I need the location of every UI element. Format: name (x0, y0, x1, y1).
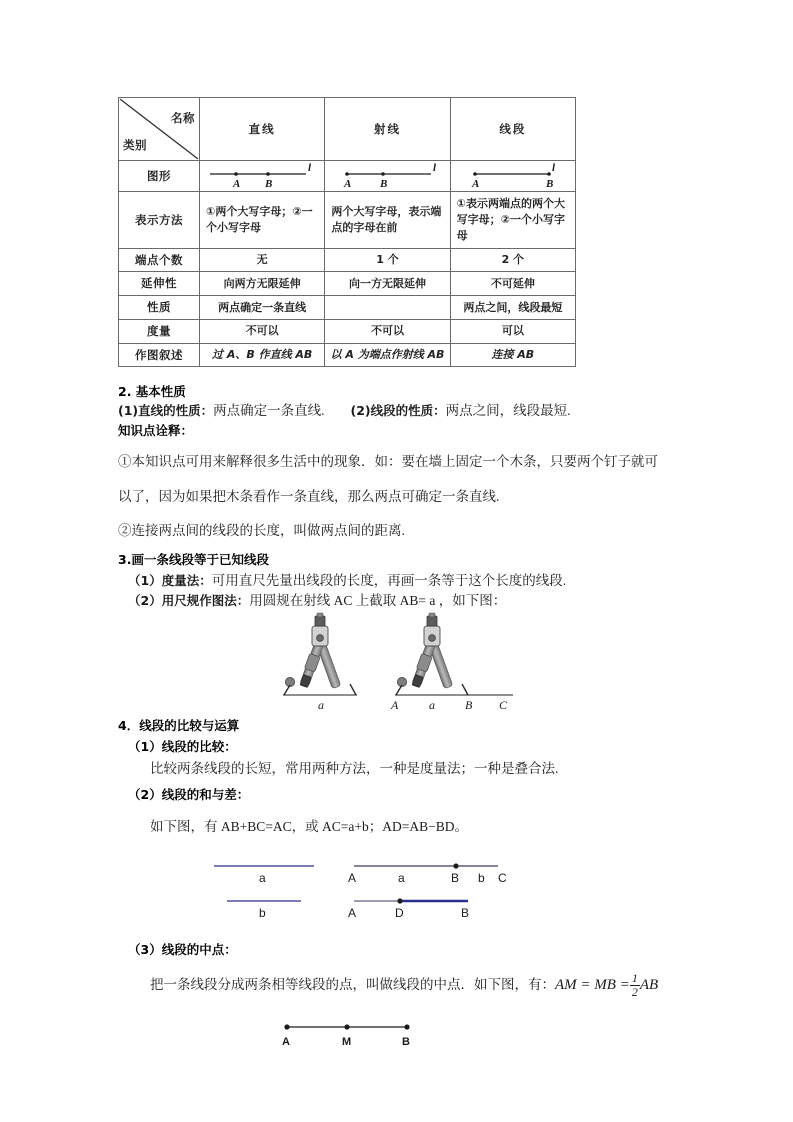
table-row-property (119, 296, 576, 320)
section-2-properties-line (118, 401, 683, 421)
measure-method-label: （1）度量法： (128, 573, 212, 588)
midpoint-figure (275, 1015, 435, 1055)
section-4-item-2-label: （2）线段的和与差： (128, 787, 250, 802)
segment-figures (200, 855, 560, 933)
row-label-measurable: 度量 (119, 319, 200, 343)
adb-label-D: D (395, 906, 404, 920)
midpoint-formula-lhs: AM = MB = (555, 977, 630, 993)
compass-method-text: 用圆规在射线 AC 上截取 AB= a ，如下图： (249, 593, 507, 608)
svg-text:B: B (380, 178, 388, 190)
property-line: 两点确定一条直线 (200, 296, 325, 320)
table-column-header-line: 直线 (200, 98, 325, 161)
knowledge-note-2: ②连接两点间的线段的长度，叫做两点间的距离. (118, 523, 405, 538)
compass-right-label-B: B (465, 698, 473, 712)
section-3-item-2 (118, 591, 683, 611)
line-ray-segment-table (118, 97, 576, 367)
figure-cell-ray (325, 161, 450, 192)
compass-method-label: （2）用尺规作图法： (128, 593, 250, 608)
section-4-item-1-label: （1）线段的比较： (128, 739, 237, 754)
figure-cell-line (200, 161, 325, 192)
abc-label-C: C (498, 871, 507, 885)
line-property-text: 两点确定一条直线. (213, 403, 325, 418)
row-label-extension: 延伸性 (119, 272, 200, 296)
compass-left-label-a: a (318, 698, 324, 712)
mid-label-M: M (342, 1036, 352, 1048)
table-row-endpoints (119, 248, 576, 272)
construction-line: 过 A、B 作直线 AB (200, 343, 325, 367)
compass-right-icon (390, 613, 513, 712)
table-row-figures (119, 161, 576, 192)
endpoints-segment: 2 个 (450, 248, 575, 272)
svg-text:A: A (344, 178, 352, 190)
segment-property-label: (2)线段的性质： (350, 403, 446, 418)
svg-text:l: l (433, 162, 437, 174)
table-column-header-segment: 线段 (450, 98, 575, 161)
extension-segment: 不可延伸 (450, 272, 575, 296)
ray-diagram-icon (327, 161, 447, 191)
segment-diagram-icon (453, 161, 573, 191)
table-header-row (119, 98, 576, 161)
compass-diagram-group (265, 612, 545, 722)
mid-label-A: A (282, 1036, 290, 1048)
knowledge-note-heading: 知识点诠释： (118, 423, 194, 438)
segment-b-icon (227, 901, 301, 920)
knowledge-note-1-line-1: ①本知识点可用来解释很多生活中的现象．如：要在墙上固定一个木条，只要两个钉子就可 (118, 454, 658, 469)
svg-text:l: l (308, 162, 312, 174)
corner-name-label: 名称 (171, 111, 195, 125)
corner-category-label: 类别 (123, 138, 147, 153)
measurable-segment: 可以 (450, 319, 575, 343)
figure-cell-segment (450, 161, 575, 192)
table-column-header-ray: 射线 (325, 98, 450, 161)
measurable-ray: 不可以 (325, 319, 450, 343)
adb-label-B: B (461, 906, 470, 920)
extension-ray: 向一方无限延伸 (325, 272, 450, 296)
svg-text:B: B (265, 178, 273, 190)
abc-label-B: B (451, 871, 460, 885)
adb-label-A: A (348, 906, 357, 920)
table-corner-cell (119, 98, 200, 161)
segment-abc-icon (348, 863, 507, 885)
line-property-label: (1)直线的性质： (118, 403, 214, 418)
row-label-property: 性质 (119, 296, 200, 320)
svg-text:B: B (545, 178, 554, 190)
segment-a-label: a (259, 871, 266, 885)
comparison-table-wrapper (118, 97, 576, 367)
section-3-heading: 3.画一条线段等于已知线段 (118, 552, 269, 567)
table-row-representation (119, 192, 576, 249)
representation-segment: ①表示两端点的两个大写字母；②一个小写字母 (450, 192, 575, 249)
midpoint-formula-fraction (630, 972, 640, 998)
mid-label-B: B (402, 1036, 410, 1048)
segment-b-label: b (259, 906, 266, 920)
line-diagram-icon (202, 161, 322, 191)
construction-ray: 以 A 为端点作射线 AB (325, 343, 450, 367)
midpoint-definition-text: 把一条线段分成两条相等线段的点，叫做线段的中点．如下图，有： (150, 977, 555, 992)
table-row-measurable (119, 319, 576, 343)
svg-text:l: l (551, 162, 555, 174)
representation-line: ①两个大写字母；②一个小写字母 (200, 192, 325, 249)
section-4-item-3-body (118, 972, 683, 998)
segment-diagram-group (200, 855, 560, 933)
compass-right-label-a: a (429, 698, 435, 712)
row-label-representation: 表示方法 (119, 192, 200, 249)
property-ray (325, 296, 450, 320)
section-4-item-3-label: （3）线段的中点： (128, 942, 237, 957)
abc-label-A: A (348, 871, 357, 885)
property-segment: 两点之间，线段最短 (450, 296, 575, 320)
row-label-figure: 图形 (119, 161, 200, 192)
table-row-extension (119, 272, 576, 296)
representation-ray: 两个大写字母，表示端点的字母在前 (325, 192, 450, 249)
segment-adb-icon (348, 898, 469, 920)
endpoints-line: 无 (200, 248, 325, 272)
midpoint-formula-rhs: AB (639, 977, 659, 993)
construction-segment: 连接 AB (450, 343, 575, 367)
section-4-heading: 4．线段的比较与运算 (118, 718, 240, 733)
abc-label-a: a (398, 871, 405, 885)
compass-left-icon (283, 613, 357, 712)
midpoint-diagram-icon (275, 1015, 435, 1055)
table-row-construction (119, 343, 576, 367)
row-label-endpoints: 端点个数 (119, 248, 200, 272)
fraction-numerator: 1 (631, 971, 638, 985)
section-2-heading: 2. 基本性质 (118, 384, 186, 399)
measure-method-text: 可用直尺先量出线段的长度，再画一条等于这个长度的线段. (211, 573, 567, 588)
compass-figures (265, 612, 545, 722)
section-4-item-2-body: 如下图，有 AB+BC=AC，或 AC=a+b；AD=AB−BD。 (150, 819, 468, 834)
svg-text:A: A (471, 178, 480, 190)
measurable-line: 不可以 (200, 319, 325, 343)
knowledge-note-1-line-2: 以了，因为如果把木条看作一条直线，那么两点可确定一条直线. (118, 489, 500, 504)
segment-property-text: 两点之间，线段最短. (445, 403, 571, 418)
compass-right-label-C: C (499, 698, 508, 712)
segment-a-icon (214, 866, 314, 885)
compass-right-label-A: A (391, 698, 399, 712)
endpoints-ray: 1 个 (325, 248, 450, 272)
extension-line: 向两方无限延伸 (200, 272, 325, 296)
abc-label-b: b (478, 871, 485, 885)
row-label-construction: 作图叙述 (119, 343, 200, 367)
section-3-item-1 (118, 571, 683, 591)
section-4-item-1-body: 比较两条线段的长短，常用两种方法，一种是度量法；一种是叠合法. (150, 761, 559, 776)
fraction-denominator: 2 (631, 984, 638, 999)
svg-text:A: A (233, 178, 241, 190)
